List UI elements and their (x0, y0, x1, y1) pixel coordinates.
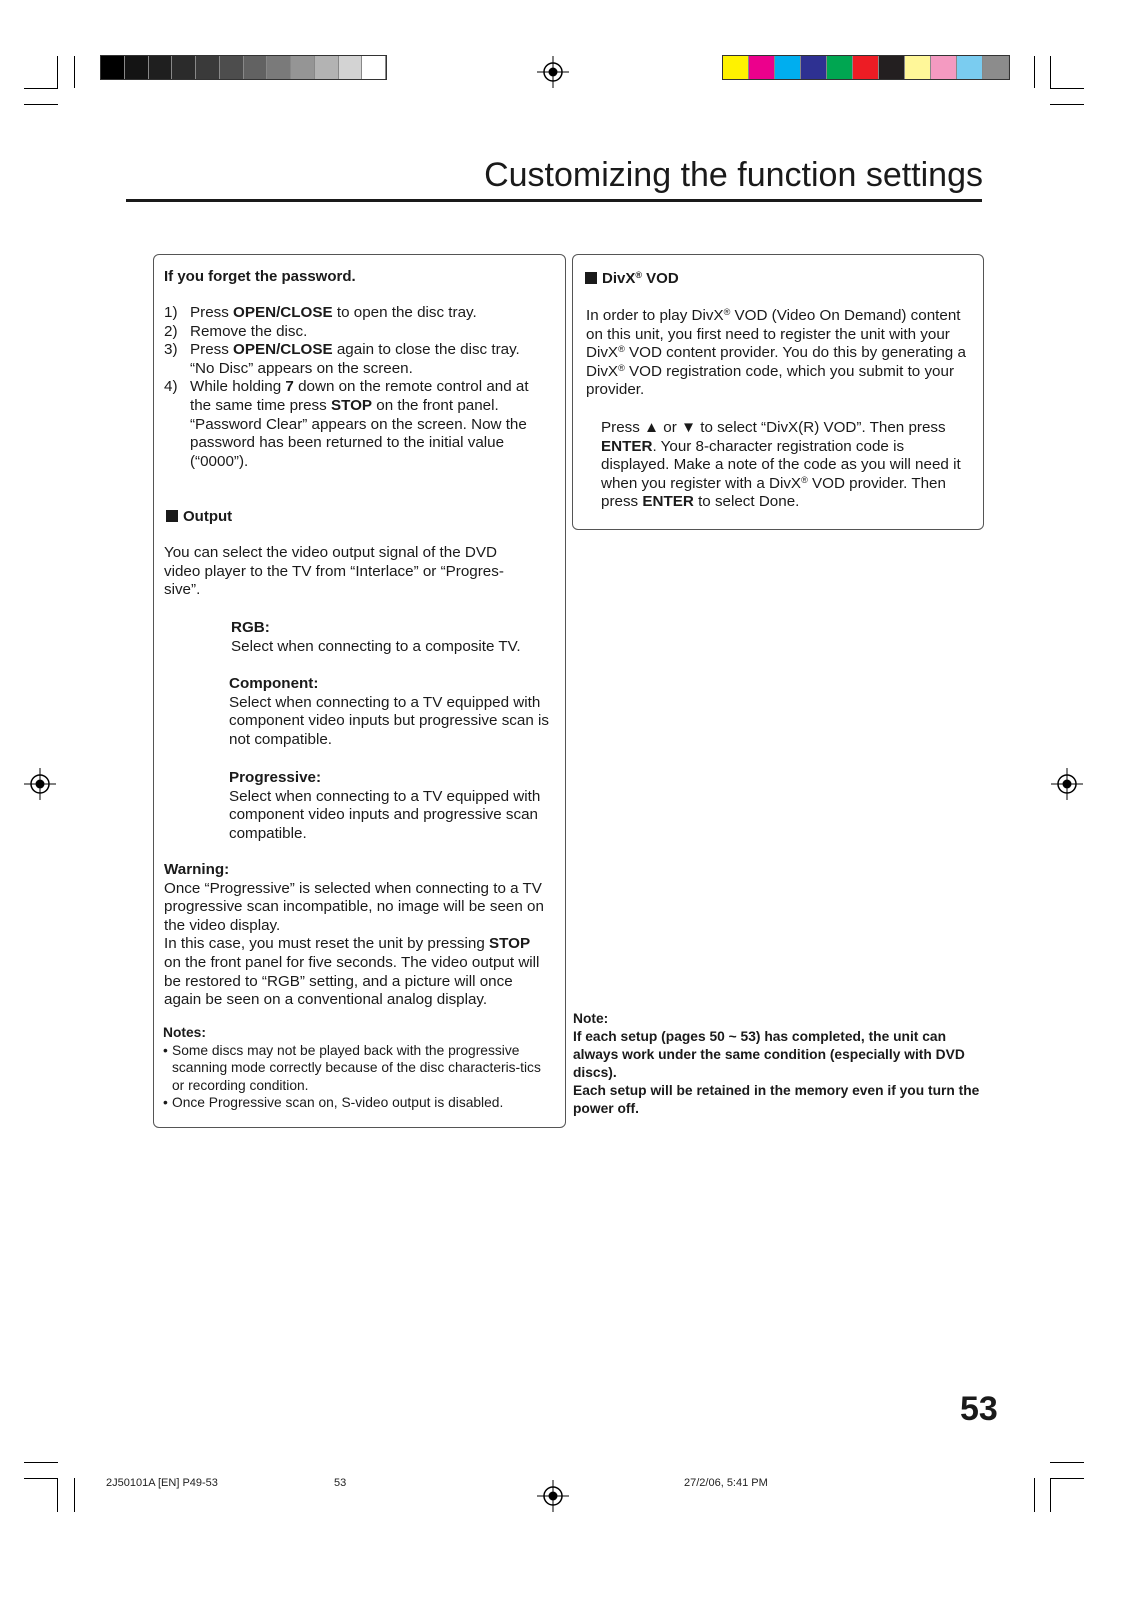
output-intro: You can select the video output signal of the DVD video player to the TV from “Interlace” or “Progres-sive”. (164, 544, 504, 599)
color-swatch (220, 56, 244, 79)
page-number: 53 (960, 1390, 998, 1428)
color-swatch (315, 56, 339, 79)
output-heading: Output (166, 508, 232, 525)
color-swatch (853, 56, 879, 79)
registration-mark-icon (537, 1480, 569, 1512)
registration-mark-icon (1051, 768, 1083, 800)
option-component: Component: Select when connecting to a TV equipped with component video inputs but progressive scan is not compatible. (229, 675, 549, 748)
color-swatch (291, 56, 315, 79)
color-swatch (267, 56, 291, 79)
color-swatch (775, 56, 801, 79)
warning-block: Warning: Once “Progressive” is selected when connecting to a TV progressive scan incompatible, no image will be seen on the video display. In this case, you must reset the unit by pressing STOP on the front panel for five seconds. The video output will be restored to “RGB” setting, and a picture will once again be seen on a conventional analog display. (164, 861, 544, 1009)
grayscale-color-bar (100, 55, 387, 80)
color-swatch (125, 56, 149, 79)
color-swatch (931, 56, 957, 79)
color-swatch (905, 56, 931, 79)
divx-instructions: Press ▲ or ▼ to select “DivX(R) VOD”. Then press ENTER. Your 8-character registration code is displayed. Make a note of the code as you will need it when you register with a DivX® VOD provider. Then press ENTER to select Done. (601, 419, 961, 511)
color-swatch (196, 56, 220, 79)
list-item: 1) Press OPEN/CLOSE to open the disc tray. (164, 304, 477, 321)
color-swatch (149, 56, 173, 79)
page-title: Customizing the function settings (484, 156, 983, 194)
color-swatch (879, 56, 905, 79)
list-item: • Once Progressive scan on, S-video output is disabled. (163, 1094, 555, 1112)
color-swatch (244, 56, 268, 79)
color-swatch (983, 56, 1009, 79)
list-item: • Some discs may not be played back with the progressive scanning mode correctly because of the disc characteris-tics or recording condition. (163, 1042, 555, 1095)
password-heading: If you forget the password. (164, 268, 356, 285)
registration-mark-icon (24, 768, 56, 800)
footer-job-code: 2J50101A [EN] P49-53 (106, 1477, 218, 1489)
color-swatch (172, 56, 196, 79)
process-color-bar (722, 55, 1010, 80)
color-swatch (101, 56, 125, 79)
color-swatch (723, 56, 749, 79)
color-swatch (827, 56, 853, 79)
password-steps (164, 304, 544, 471)
color-swatch (801, 56, 827, 79)
notes-block: Notes: • Some discs may not be played back with the progressive scanning mode correctly because of the disc characteris-tics or recording condition. • Once Progressive scan on, S-video output is disabled. (163, 1024, 555, 1112)
setup-note: Note: If each setup (pages 50 ~ 53) has completed, the unit can always work under the same condition (especially with DVD discs). Each setup will be retained in the memory even if you turn the power off. (573, 1011, 980, 1116)
option-rgb: RGB: Select when connecting to a composite TV. (231, 619, 521, 655)
title-rule (126, 199, 982, 202)
list-item: 2) Remove the disc. (164, 322, 308, 340)
footer-timestamp: 27/2/06, 5:41 PM (684, 1477, 768, 1489)
square-bullet-icon (166, 510, 178, 522)
registration-mark-icon (537, 56, 569, 88)
divx-intro: In order to play DivX® VOD (Video On Demand) content on this unit, you first need to register the unit with your DivX® VOD content provider. You do this by generating a DivX® VOD registration code, which you submit to your provider. (586, 306, 966, 399)
color-swatch (339, 56, 363, 79)
divx-heading: DivX® VOD (585, 270, 679, 287)
footer-page: 53 (334, 1477, 347, 1489)
color-swatch (749, 56, 775, 79)
option-progressive: Progressive: Select when connecting to a TV equipped with component video inputs and progressive scan compatible. (229, 769, 541, 842)
list-item: 4) While holding 7 down on the remote control and at the same time press STOP on the front panel. “Password Clear” appears on the screen. Now the password has been returned to the initial value (“0000”). (164, 378, 529, 470)
color-swatch (957, 56, 983, 79)
list-item: 3) Press OPEN/CLOSE again to close the disc tray. “No Disc” appears on the screen. (164, 341, 520, 377)
color-swatch (362, 56, 386, 79)
square-bullet-icon (585, 272, 597, 284)
